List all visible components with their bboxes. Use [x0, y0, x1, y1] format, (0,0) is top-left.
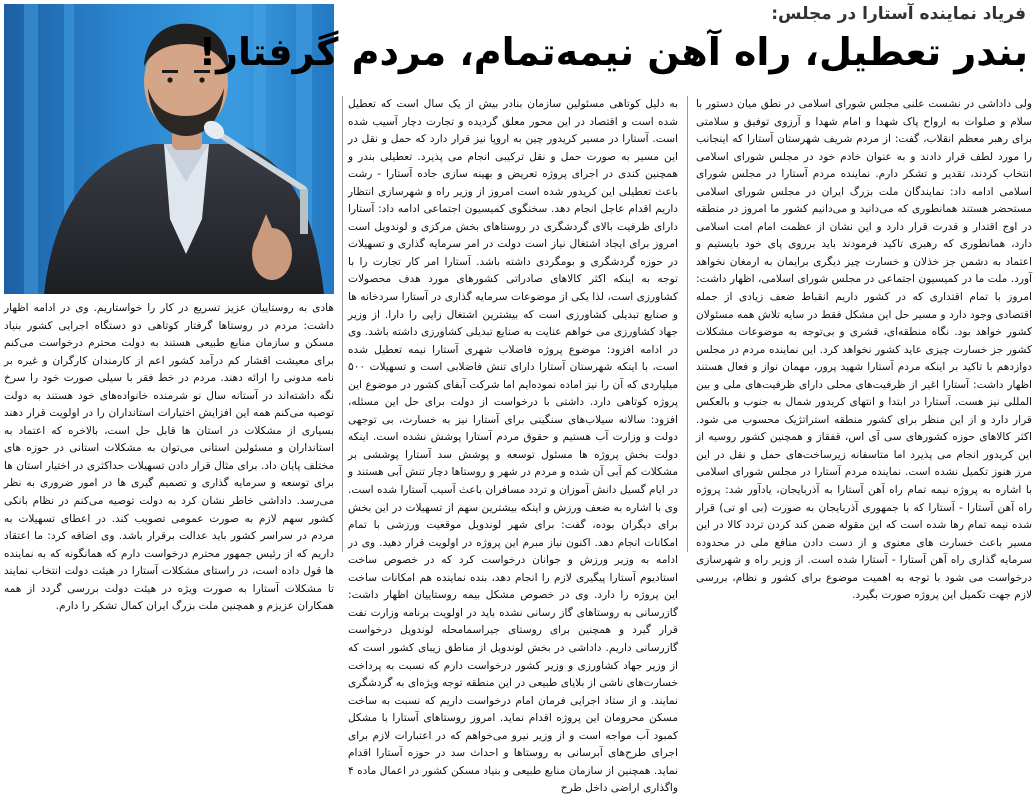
- article-kicker: فریاد نماینده آستارا در مجلس:: [771, 4, 1026, 24]
- column-divider: [687, 96, 688, 552]
- article-body-text: به دلیل کوتاهی مسئولین سازمان بنادر بیش از یک سال است که تعطیل شده است و اقتصاد در این محور معلق گردیده و تجارت دچار آسیب شده است. آستارا در مسیر کریدور چین به اروپا نیز قرار دارد که حمل و نقل در این مسیر به صورت حمل و نقل ترکیبی انجام می پذیرد. تعطیلی بندر و همچنین کندی در اجرای پروژه تعریض و بهینه سازی جاده آستارا - رشت باعث تعطیلی این کریدور شده است امروز از وزیر راه و شهرسازی انتظار داریم اقدام عاجل انجام دهد. سخنگوی کمیسیون اجتماعی ادامه داد: آستارا دارای ظرفیت بالای گردشگری در روستاهای بخش مرکزی و لوندویل است امروز برای ایجاد اشتغال نیاز است دولت در امر سرمایه گذاری و تسهیلات در حوزه گردشگری و بومگردی داشته باشد. آستارا امر کار تجارت را با توجه به اینکه اکثر کالاهای صادراتی کشورهای مورد هدف محصولات کشاورزی است، لذا یکی از موضوعات سرمایه گذاری در آستارا سردخانه ها و صنایع تبدیلی کشاورزی است که بیشترین اشتغال زایی را دارا. از وزیر جهاد کشاورزی می خواهم عنایت به صنایع تبدیلی کشاورزی داشته باشد. وی در ادامه افزود: موضوع پروژه فاضلاب شهری آستارا نیمه تعطیل شده است، با اینکه شهرستان آستارا دارای تنش فاضلابی است و تسهیلات ۵۰۰ میلیاردی که آن را نیز اماده نموده‌ایم اما شرکت آبفای کشور در موضوع این پروژه کوتاهی دارد. داشتی با درخواست از دولت برای حل این مسئله، افزود: سالانه سیلاب‌های سنگینی برای آستارا نیز به خسارت، بی توجهی دولت و وزارت آب هستیم و حقوق مردم آستارا پوشش نشده است. اینکه دولت بخش پروژه ها مسئول توسعه و پوشش سد آستارا پوششی بر مشکلات کم آبی آن شده و مردم در شهر و روستاها دچار تنش آبی هستند و در ایام گسیل دانش آموزان و تردد مسافران باعث آسیب آستارا شده است. وی با اشاره به ضعف ورزش و اینکه بیشترین سهم از تسهیلات در این بخش برای دیگران بوده، گفت: برای شهر لوندویل موقعیت ورزشی با تمام امکانات انجام دهد. اکنون نیاز مبرم این پروژه در اولویت قرار دهید. وی در ادامه به وزیر ورزش و جوانان درخواست کرد که در خصوص ساخت استادیوم آستارا پیگیری لازم را انجام دهد، بنده نماینده هم امکانات ساخت این پروژه را دارد. وی در خصوص مشکل بیمه روستاییان اظهار داشت: گازرسانی به روستاهای گاز رسانی نشده باید در اولویت برنامه وزارت نفت قرار گیرد و همچنین برای روستای جیراسمامحله لوندویل درخواست گازرسانی داریم. داداشی در بخش لوندویل از مناطق زیبای کشور است که از وزیر جهاد کشاورزی و وزیر کشور درخواست دارم که نسبت به پرداخت خسارت‌های ناشی از بلایای طبیعی در این منطقه توجه ویژه‌ای به گردشگری نمایند. و از ستاد اجرایی فرمان امام درخواست داریم که نسبت به ساخت مسکن محرومان این پروژه اقدام نماید. امروز روستاهای آستارا با مشکل کمبود آب مواجه است و از وزیر نیرو می‌خواهم که در اعتبارات لازم برای اجرای طرح‌های آبرسانی به روستاها و احداث سد در حوزه آستارا اقدام نماید. همچنین از سازمان منابع طبیعی و بنیاد مسکن کشور در اعمال ماده ۴ واگذاری اراضی داخل طرح: [348, 98, 678, 795]
- article-headline: بندر تعطیل، راه آهن نیمه‌تمام، مردم گرفتار!: [198, 30, 1028, 74]
- article-column-2: [348, 96, 678, 795]
- article-column-3: [4, 300, 334, 613]
- article-column-1: [696, 96, 1032, 602]
- article-body-text: ولی داداشی در نشست علنی مجلس شورای اسلامی در نطق میان دستور با سلام و صلوات به ارواح پاک شهدا و امام شهدا و آرزوی توفیق و سلامتی برای رهبر معظم انقلاب، گفت: از مردم شریف شهرستان آستارا که اینجانب را مورد لطف قرار دادند و به عنوان خادم خود در مجلس شورای اسلامی انتخاب کردند، تقدیر و تشکر دارم. نماینده مردم آستارا در مجلس شورای اسلامی ادامه داد: نمایندگان ملت بزرگ ایران در مجلس شورای اسلامی مستحضر هستند همانطوری که می‌دانید و می‌دانیم کشور ما امروز در منطقه در اوج اقتدار و قدرت قرار دارد و این نشان از عظمت امام امت اسلامی دارد، همانطوری که رهبری تاکید فرمودند باید برروی پای خود بایستیم و اعتماد به دشمن جز خذلان و خسارت چیز دیگری برایمان به ارمغان نخواهد آورد. ملت ما در کمیسیون اجتماعی در مجلس شورای اسلامی، اظهار داشت: امروز با تمام اقتداری که در کشور داریم انقباط ضعف زیادی از جمله اقتصادی وجود دارد و مسیر حل این مشکل فقط در سایه تلاش همه مسئولان کشور خواهد بود. نگاه منطقه‌ای، قشری و بی‌توجه به موضوعات مشکلات کشور جز خسارت چیزی عاید کشور نخواهد کرد. این نماینده مردم در مجلس دوازدهم با تاکید بر اینکه مردم آستارا شهید پرور، مهمان نواز و فعال هستند اظهار داشت: آستارا اغیر از ظرفیت‌های محلی دارای ظرفیت‌های ملی و بین المللی نیز هست. آستارا در ابتدا و انتهای کریدور شمال به جنوب و بالعکس قرار دارد و از این منظر برای کشور منطقه استراتژیک محسوب می شود. اکثر کالاهای حوزه کشورهای سی آی اس، قفقاز و همچنین کشور روسیه از این کریدور انجام می پذیرد اما متاسفانه زیرساخت‌های حمل و نقل در این مرز هنوز تکمیل نشده است. نماینده مردم آستارا در مجلس شورای اسلامی با اشاره به پروژه نیمه تمام راه آهن آستارا به آذربایجان، یادآور شد: پروژه راه آهن آستارا - آستارا که با جمهوری آذربایجان به صورت (بی او تی) قرار شده نیمه تمام رها شده است که این مقوله ضمن کند کردن تردد کالا در این مسیر باعث خسارت های معنوی و از دست دادن منافع ملی در محدوده سرمایه گذاری راه آهن آستارا - آستارا شده است. از وزیر راه و شهرسازی درخواست می شود با توجه به اهمیت موضوع برای کشور و نظام، بررسی لازم جهت تکمیل این پروژه صورت بگیرد.: [696, 98, 1032, 602]
- column-divider: [342, 96, 343, 552]
- article-body-text: هادی به روستاییان عزیز تسریع در کار را خواستاریم. وی در ادامه اظهار داشت: مردم در روستاها گرفتار کوتاهی دو دستگاه اجرایی کشور بنیاد مسکن و سازمان منابع طبیعی هستند به دولت محترم درخواست می‌کنم برای معیشت اقشار کم درآمد کشور اعم از کارمندان کارگران و غیره بر نامه مدونی را ارائه دهند. مردم در خط فقر با سیلی صورت خود را سرخ نگه داشته‌اند در آستانه سال نو شرمنده خانواده‌های خود هستند به دولت توصیه می‌کنم همه این افزایش اختیارات استانداران را در اولویت قرار دهند بسیاری از مشکلات در استان ها قابل حل است، بالاخره که اعتماد به استانداران و مسئولین استانی می‌توان به مشکلات استانی در حوزه های مختلف پایان داد. برای مثال قرار دادن تسهیلات حداکثری در اختیار استان ها برای توسعه و سرمایه گذاری و تصمیم گیری ها در امور ضروری به نظر می‌رسد. داداشی خاطر نشان کرد به دولت توصیه می‌کنم در نظام بانکی کشور سهم لازم به صورت عمومی تصویب کند. در اعطای تسهیلات به مردم در سراسر کشور باید عدالت برقرار باشد. وی اضافه کرد: ما اعتقاد داریم که از رئیس جمهور محترم درخواست دارم که همانگونه که به نماینده ها قول داده است، در راستای مشکلات آستارا در هیئت دولت انتخاب نمایند تا مشکلات آستارا به صورت ویژه در هیئت دولت بررسی گردد از همه همکاران عزیزم و همچنین ملت بزرگ ایران کمال تشکر را دارم.: [4, 302, 334, 613]
